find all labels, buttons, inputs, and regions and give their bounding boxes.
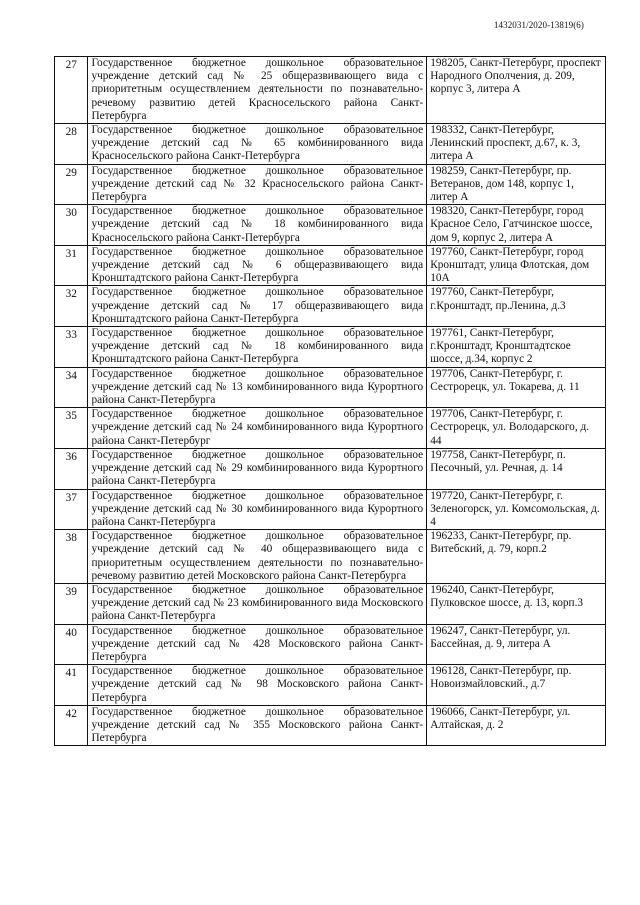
institution-address: 197720, Санкт-Петербург, г. Зеленогорск, ул. Комсомольская, д. 4 bbox=[427, 489, 606, 530]
institution-address: 196233, Санкт-Петербург, пр. Витебский, д. 79, корп.2 bbox=[427, 530, 606, 584]
row-number: 33 bbox=[55, 327, 88, 368]
institution-name: Государственное бюджетное дошкольное образовательное учреждение детский сад № 29 комбинированного вида Курортного района Санкт-Петербурга bbox=[88, 448, 427, 489]
table-row bbox=[55, 665, 606, 706]
row-number: 38 bbox=[55, 530, 88, 584]
table-row bbox=[55, 57, 606, 124]
table-row bbox=[55, 624, 606, 665]
institution-name: Государственное бюджетное дошкольное образовательное учреждение детский сад № 25 общеразвивающего вида с приоритетным осуществлением деятельности по познавательно-речевому развитию детей Красносельского района Санкт-Петербурга bbox=[88, 57, 427, 124]
institution-address: 197706, Санкт-Петербург, г. Сестрорецк, ул. Токарева, д. 11 bbox=[427, 367, 606, 408]
table-row bbox=[55, 124, 606, 165]
row-number: 39 bbox=[55, 583, 88, 624]
institution-name: Государственное бюджетное дошкольное образовательное учреждение детский сад № 13 комбинированного вида Курортного района Санкт-Петербурга bbox=[88, 367, 427, 408]
institution-address: 198320, Санкт-Петербург, город Красное Село, Гатчинское шоссе, дом 9, корпус 2, литера А bbox=[427, 205, 606, 246]
row-number: 35 bbox=[55, 408, 88, 449]
institution-address: 196066, Санкт-Петербург, ул. Алтайская, д. 2 bbox=[427, 705, 606, 746]
row-number: 29 bbox=[55, 164, 88, 205]
institution-address: 197706, Санкт-Петербург, г. Сестрорецк, ул. Володарского, д. 44 bbox=[427, 408, 606, 449]
institution-name: Государственное бюджетное дошкольное образовательное учреждение детский сад № 428 Московского района Санкт-Петербурга bbox=[88, 624, 427, 665]
institution-address: 197758, Санкт-Петербург, п. Песочный, ул. Речная, д. 14 bbox=[427, 448, 606, 489]
row-number: 27 bbox=[55, 57, 88, 124]
document-number: 1432031/2020-13819(6) bbox=[493, 20, 584, 30]
table-row bbox=[55, 205, 606, 246]
row-number: 28 bbox=[55, 124, 88, 165]
row-number: 36 bbox=[55, 448, 88, 489]
table-row bbox=[55, 164, 606, 205]
institution-name: Государственное бюджетное дошкольное образовательное учреждение детский сад № 98 Московского района Санкт-Петербурга bbox=[88, 665, 427, 706]
institution-name: Государственное бюджетное дошкольное образовательное учреждение детский сад № 65 комбинированного вида Красносельского района Санкт-Петербурга bbox=[88, 124, 427, 165]
institution-name: Государственное бюджетное дошкольное образовательное учреждение детский сад № 24 комбинированного вида Курортного района Санкт-Петербург bbox=[88, 408, 427, 449]
table-row bbox=[55, 530, 606, 584]
institution-name: Государственное бюджетное дошкольное образовательное учреждение детский сад № 32 Красносельского района Санкт-Петербурга bbox=[88, 164, 427, 205]
institution-address: 196247, Санкт-Петербург, ул. Бассейная, д. 9, литера А bbox=[427, 624, 606, 665]
row-number: 37 bbox=[55, 489, 88, 530]
institution-address: 197760, Санкт-Петербург, г.Кронштадт, пр.Ленина, д.3 bbox=[427, 286, 606, 327]
kindergarten-table bbox=[54, 56, 606, 746]
table-row bbox=[55, 448, 606, 489]
table-row bbox=[55, 583, 606, 624]
table-body bbox=[55, 57, 606, 746]
row-number: 41 bbox=[55, 665, 88, 706]
row-number: 32 bbox=[55, 286, 88, 327]
institution-name: Государственное бюджетное дошкольное образовательное учреждение детский сад № 40 общеразвивающего вида с приоритетным осуществлением деятельности по познавательно-речевому развитию детей Московского района Санкт-Петербурга bbox=[88, 530, 427, 584]
institution-address: 198259, Санкт-Петербург, пр. Ветеранов, дом 148, корпус 1, литер А bbox=[427, 164, 606, 205]
institution-address: 196240, Санкт-Петербург, Пулковское шоссе, д. 13, корп.3 bbox=[427, 583, 606, 624]
table-row bbox=[55, 489, 606, 530]
institution-address: 198205, Санкт-Петербург, проспект Народного Ополчения, д. 209, корпус 3, литера А bbox=[427, 57, 606, 124]
table-row bbox=[55, 286, 606, 327]
institution-name: Государственное бюджетное дошкольное образовательное учреждение детский сад № 30 комбинированного вида Курортного района Санкт-Петербурга bbox=[88, 489, 427, 530]
institution-name: Государственное бюджетное дошкольное образовательное учреждение детский сад № 23 комбинированного вида Московского района Санкт-Петербурга bbox=[88, 583, 427, 624]
institution-address: 196128, Санкт-Петербург, пр. Новоизмайловский., д.7 bbox=[427, 665, 606, 706]
row-number: 40 bbox=[55, 624, 88, 665]
institution-address: 197761, Санкт-Петербург, г.Кронштадт, Кронштадтское шоссе, д.34, корпус 2 bbox=[427, 327, 606, 368]
row-number: 31 bbox=[55, 245, 88, 286]
row-number: 30 bbox=[55, 205, 88, 246]
table-row bbox=[55, 705, 606, 746]
institution-name: Государственное бюджетное дошкольное образовательное учреждение детский сад № 355 Московского района Санкт-Петербурга bbox=[88, 705, 427, 746]
institution-name: Государственное бюджетное дошкольное образовательное учреждение детский сад № 18 комбинированного вида Красносельского района Санкт-Петербурга bbox=[88, 205, 427, 246]
institution-name: Государственное бюджетное дошкольное образовательное учреждение детский сад № 18 комбинированного вида Кронштадтского района Санкт-Петербурга bbox=[88, 327, 427, 368]
institution-address: 197760, Санкт-Петербург, город Кронштадт, улица Флотская, дом 10А bbox=[427, 245, 606, 286]
row-number: 34 bbox=[55, 367, 88, 408]
institution-address: 198332, Санкт-Петербург, Ленинский проспект, д.67, к. 3, литера А bbox=[427, 124, 606, 165]
table-row bbox=[55, 367, 606, 408]
table-row bbox=[55, 408, 606, 449]
table-row bbox=[55, 245, 606, 286]
table-row bbox=[55, 327, 606, 368]
institution-name: Государственное бюджетное дошкольное образовательное учреждение детский сад № 17 общеразвивающего вида Кронштадтского района Санкт-Петербурга bbox=[88, 286, 427, 327]
row-number: 42 bbox=[55, 705, 88, 746]
institution-name: Государственное бюджетное дошкольное образовательное учреждение детский сад № 6 общеразвивающего вида Кронштадтского района Санкт-Петербурга bbox=[88, 245, 427, 286]
